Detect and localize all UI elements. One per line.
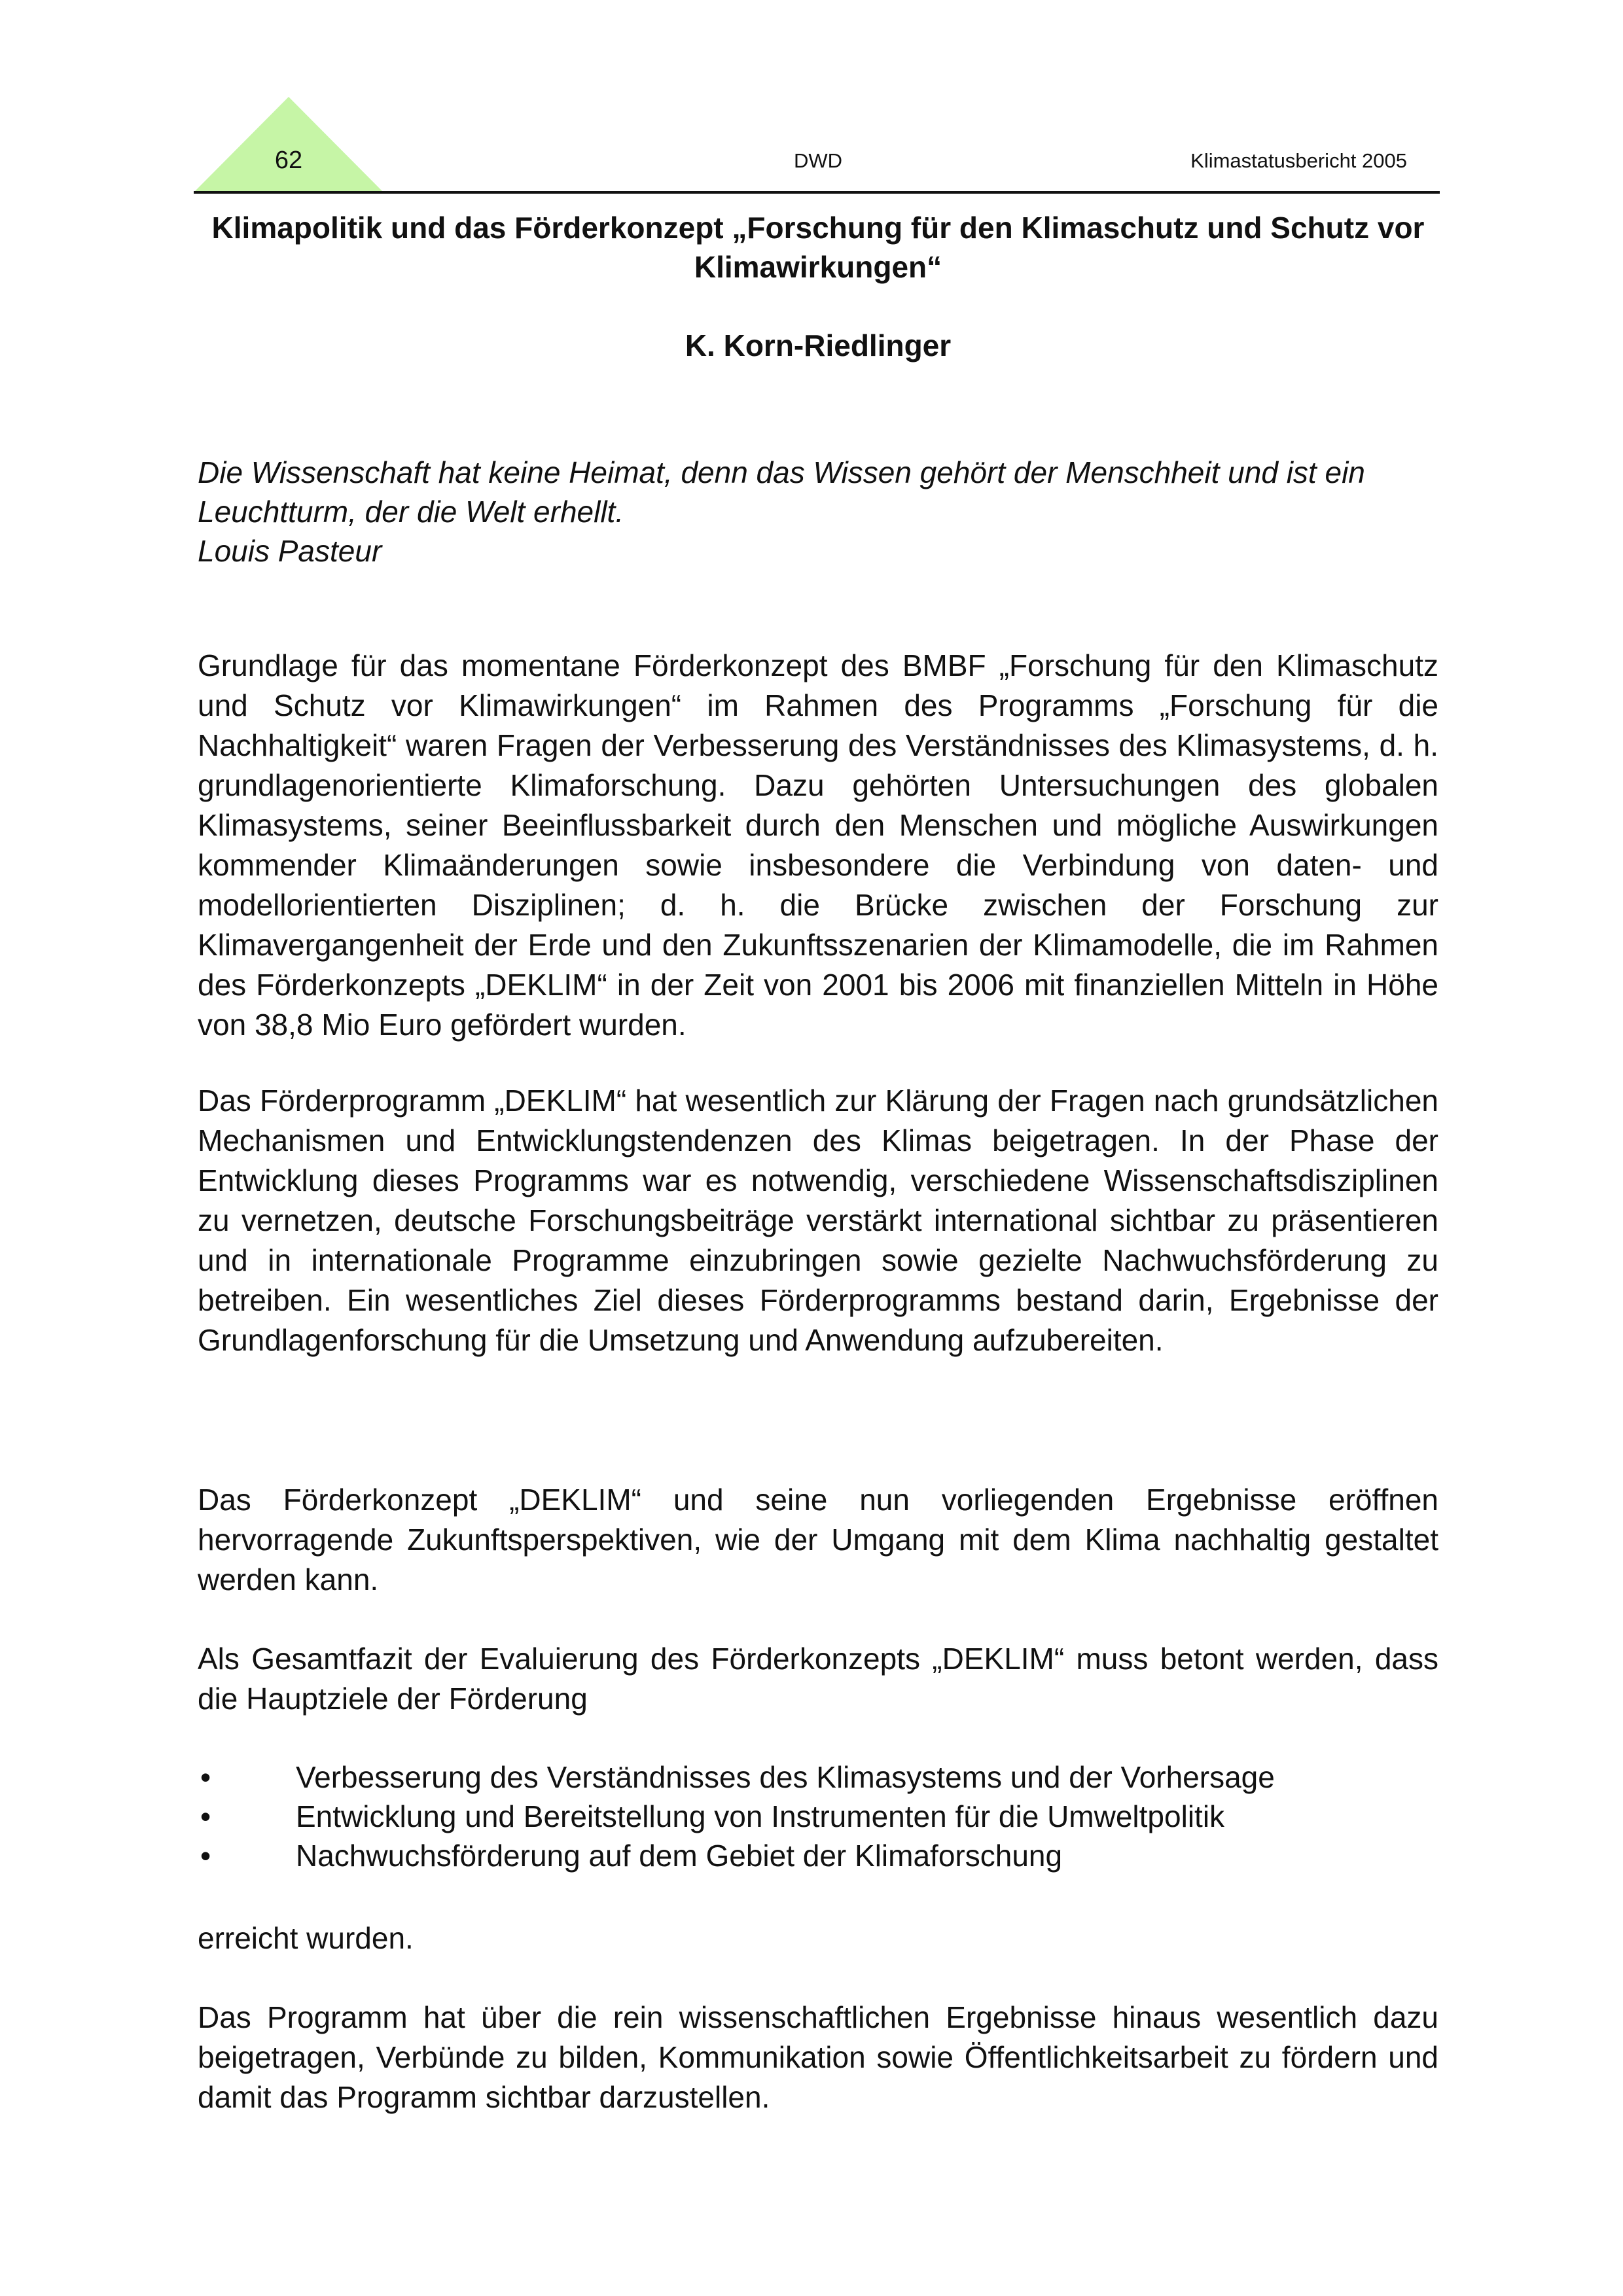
bullet-marker: • — [200, 1799, 211, 1833]
epigraph-quote: Die Wissenschaft hat keine Heimat, denn das Wissen gehört der Menschheit und ist ein Leuchtturm, der die Welt erhellt. — [198, 455, 1365, 529]
paragraph-1: Grundlage für das momentane Förderkonzept des BMBF „Forschung für den Klimaschutz und Schutz vor Klimawirkungen“ im Rahmen des Programms „Forschung für die Nachhaltigkeit“ waren Fragen der Verbesserung des Verständnisses des Klimasystems, d. h. grundlagenorientierte Klimaforschung. Dazu gehörten Untersuchungen des globalen Klimasystems, seiner Beeinflussbarkeit durch den Menschen und mögliche Auswirkungen kommender Klimaänderungen sowie insbesondere die Verbindung von daten- und modellorientierten Disziplinen; d. h. die Brücke zwischen der Forschung zur Klimavergangenheit der Erde und den Zukunftsszenarien der Klimamodelle, die im Rahmen des Förderkonzepts „DEKLIM“ in der Zeit von 2001 bis 2006 mit finanziellen Mitteln in Höhe von 38,8 Mio Euro gefördert wurden. — [198, 648, 1438, 1042]
list-item-text: Entwicklung und Bereitstellung von Instrumenten für die Umweltpolitik — [296, 1799, 1225, 1833]
bullet-marker: • — [200, 1839, 211, 1873]
list-item — [198, 1757, 1438, 1797]
page-number-triangle — [194, 97, 383, 192]
header-publisher: DWD — [793, 149, 843, 172]
header-report-title: Klimastatusbericht 2005 — [1190, 149, 1407, 172]
page-number: 62 — [274, 147, 303, 174]
paragraph-5: erreicht wurden. — [198, 1921, 414, 1955]
header-divider — [194, 191, 1440, 194]
paragraph-3: Das Förderkonzept „DEKLIM“ und seine nun vorliegenden Ergebnisse eröffnen hervorragende Zukunftsperspektiven, wie der Umgang mit dem Klima nachhaltig gestaltet werden kann. — [198, 1483, 1438, 1597]
paragraph-4: Als Gesamtfazit der Evaluierung des Förderkonzepts „DEKLIM“ muss betont werden, dass die Hauptziele der Förderung — [198, 1642, 1438, 1716]
paragraph-6: Das Programm hat über die rein wissenschaftlichen Ergebnisse hinaus wesentlich dazu beigetragen, Verbünde zu bilden, Kommunikation sowie Öffentlichkeitsarbeit zu fördern und damit das Programm sichtbar darzustellen. — [198, 2000, 1438, 2114]
paragraph-2: Das Förderprogramm „DEKLIM“ hat wesentlich zur Klärung der Fragen nach grundsätzlichen Mechanismen und Entwicklungstendenzen des Klimas beigetragen. In der Phase der Entwicklung dieses Programms war es notwendig, verschiedene Wissenschaftsdisziplinen zu vernetzen, deutsche Forschungsbeiträge verstärkt international sichtbar zu präsentieren und in internationale Programme einzubringen sowie gezielte Nachwuchsförderung zu betreiben. Ein wesentliches Ziel dieses Förderprogramms bestand darin, Ergebnisse der Grundlagenforschung für die Umsetzung und Anwendung aufzubereiten. — [198, 1084, 1438, 1357]
list-item — [198, 1797, 1438, 1836]
bullet-marker: • — [200, 1760, 211, 1794]
goals-list — [198, 1757, 1438, 1875]
list-item-text: Nachwuchsförderung auf dem Gebiet der Klimaforschung — [296, 1839, 1063, 1873]
list-item-text: Verbesserung des Verständnisses des Klimasystems und der Vorhersage — [296, 1760, 1275, 1794]
article-title: Klimapolitik und das Förderkonzept „Forschung für den Klimaschutz und Schutz vor Klimawirkungen“ — [211, 211, 1425, 284]
list-item — [198, 1836, 1438, 1875]
epigraph-author: Louis Pasteur — [198, 534, 382, 568]
article-author: K. Korn-Riedlinger — [685, 328, 952, 362]
